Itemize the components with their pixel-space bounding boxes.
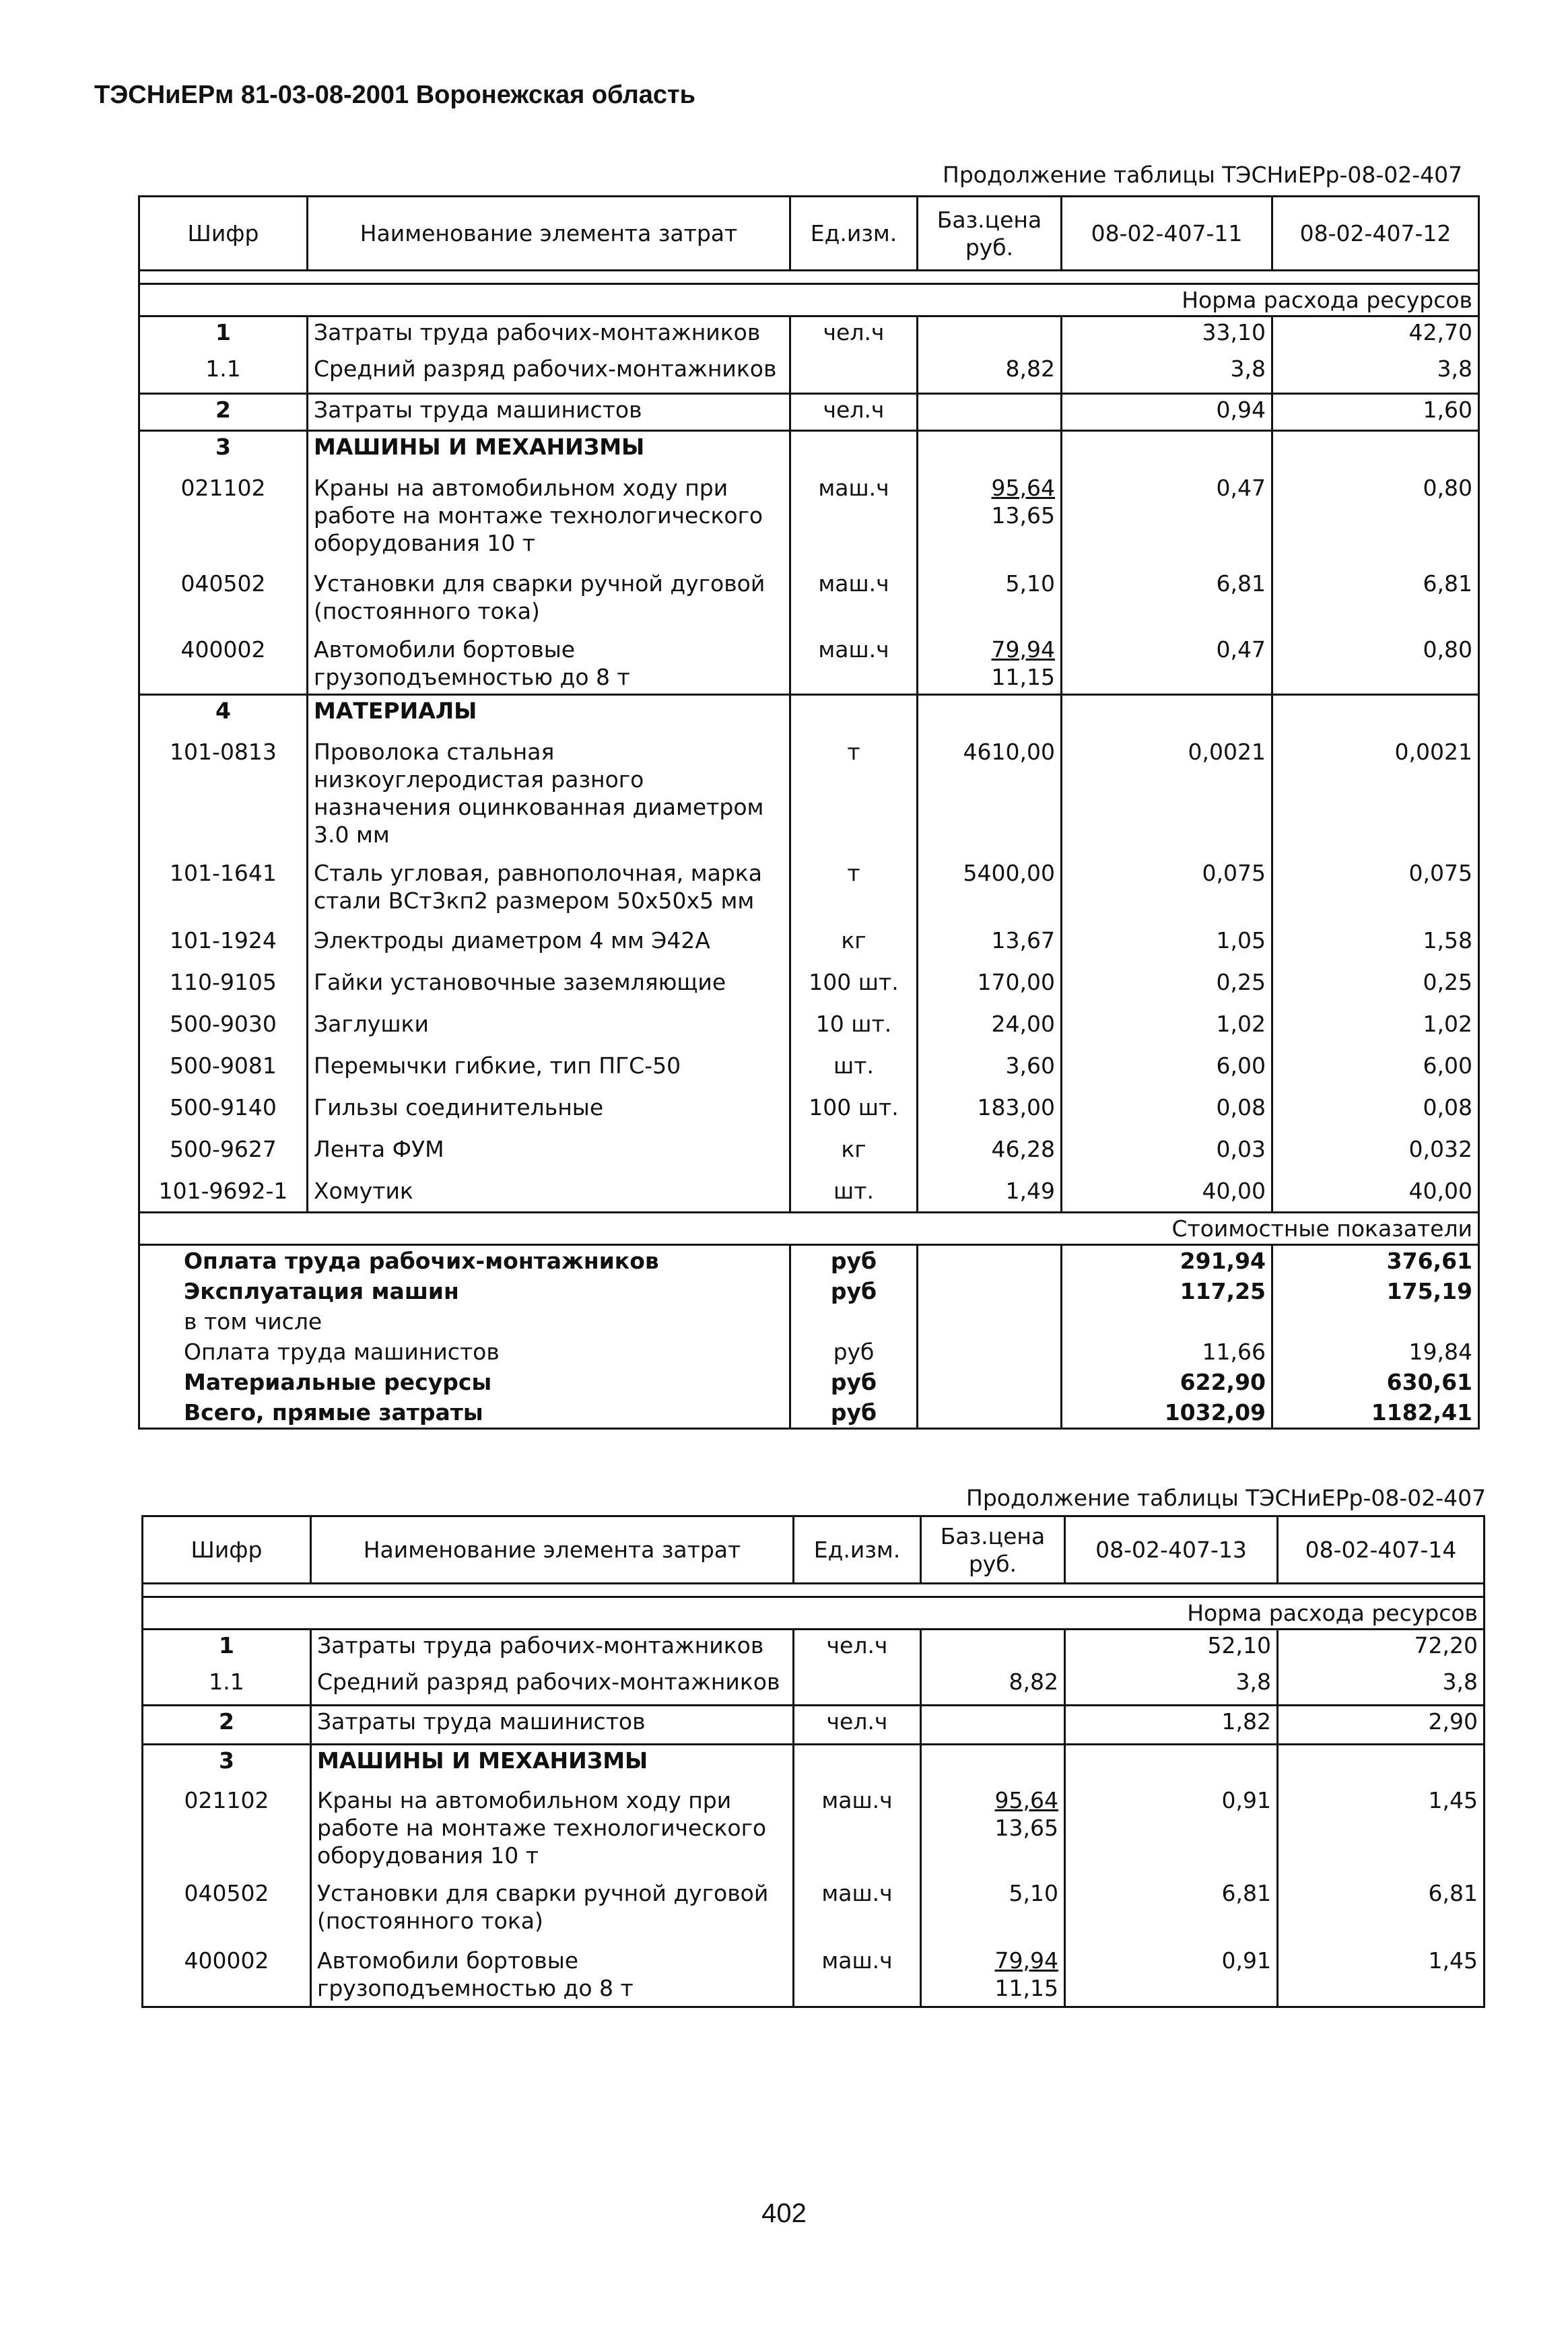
summary-price: [918, 1245, 1062, 1277]
summary-price: [918, 1337, 1062, 1367]
table-row: [139, 473, 1479, 568]
row-price: [921, 1706, 1065, 1745]
table-row: [139, 967, 1479, 1009]
row-price: [918, 634, 1062, 695]
row-price: [921, 1945, 1065, 2007]
table1-cost-band: [139, 1213, 1479, 1245]
row-value-a: 0,94: [1062, 394, 1272, 431]
row-unit: чел.ч: [790, 316, 918, 354]
row-unit: [790, 695, 918, 737]
row-unit: кг: [790, 925, 918, 967]
row-unit: 100 шт.: [790, 1092, 918, 1134]
header-col-b: 08-02-407-12: [1272, 197, 1479, 271]
price-value: 1,49: [1005, 1177, 1055, 1204]
table-row: [139, 431, 1479, 473]
price-value: 95,64: [991, 474, 1055, 501]
row-value-a: 0,25: [1062, 967, 1272, 1009]
summary-value-a: 1032,09: [1062, 1397, 1272, 1429]
row-name: Краны на автомобильном ходу при работе на монтаже технологического оборудования 10 т: [311, 1785, 794, 1878]
summary-label: Оплата труда машинистов: [139, 1337, 790, 1367]
summary-value-b: 175,19: [1272, 1276, 1479, 1306]
row-code: 101-1641: [139, 858, 308, 925]
price-value: 13,67: [991, 927, 1055, 953]
table-row: [139, 1092, 1479, 1134]
row-value-b: 6,81: [1272, 568, 1479, 634]
row-name: Затраты труда рабочих-монтажников: [308, 316, 790, 354]
table1-norm-band: [139, 284, 1479, 316]
summary-label: Материальные ресурсы: [139, 1367, 790, 1397]
row-value-a: [1062, 695, 1272, 737]
row-unit: 100 шт.: [790, 967, 918, 1009]
row-unit: т: [790, 737, 918, 858]
row-unit: [794, 1745, 921, 1785]
row-unit: маш.ч: [794, 1945, 921, 2007]
table2-norm-band: [143, 1597, 1485, 1630]
table1: [138, 195, 1480, 1430]
summary-value-a: 291,94: [1062, 1245, 1272, 1277]
row-name: Гайки установочные заземляющие: [308, 967, 790, 1009]
price-value: 5400,00: [963, 859, 1055, 886]
row-code: 500-9030: [139, 1009, 308, 1050]
header-code: Шифр: [139, 197, 308, 271]
table-row: [139, 354, 1479, 394]
row-price: [918, 1092, 1062, 1134]
summary-value-b: 630,61: [1272, 1367, 1479, 1397]
row-value-b: 40,00: [1272, 1176, 1479, 1213]
price-value: 5,10: [1005, 570, 1055, 597]
summary-row: [139, 1306, 1479, 1337]
row-unit: шт.: [790, 1050, 918, 1092]
summary-price: [918, 1397, 1062, 1429]
table-row: [139, 568, 1479, 634]
row-code: 3: [139, 431, 308, 473]
table1-body: [139, 316, 1479, 1213]
summary-label: Оплата труда рабочих-монтажников: [139, 1245, 790, 1277]
table-row: [139, 634, 1479, 695]
table2-body: [143, 1630, 1485, 2007]
row-value-b: 1,58: [1272, 925, 1479, 967]
row-name: Средний разряд рабочих-монтажников: [308, 354, 790, 394]
row-price: [918, 354, 1062, 394]
row-code: 2: [143, 1706, 311, 1745]
summary-row: [139, 1337, 1479, 1367]
table2-header-row: [143, 1516, 1485, 1584]
row-code: 101-0813: [139, 737, 308, 858]
summary-value-b: 19,84: [1272, 1337, 1479, 1367]
row-unit: т: [790, 858, 918, 925]
price-value: 8,82: [1009, 1668, 1058, 1695]
summary-value-b: 1182,41: [1272, 1397, 1479, 1429]
header-col-b: 08-02-407-14: [1278, 1516, 1485, 1584]
table2: [141, 1515, 1485, 2008]
row-value-a: 0,0021: [1062, 737, 1272, 858]
row-unit: шт.: [790, 1176, 918, 1213]
summary-value-a: 622,90: [1062, 1367, 1272, 1397]
row-unit: чел.ч: [794, 1630, 921, 1667]
row-code: 1.1: [143, 1667, 311, 1706]
row-value-a: 40,00: [1062, 1176, 1272, 1213]
row-value-a: 52,10: [1065, 1630, 1278, 1667]
row-price: [921, 1745, 1065, 1785]
row-name: Затраты труда машинистов: [308, 394, 790, 431]
price-value: 24,00: [991, 1010, 1055, 1037]
row-price: [918, 1134, 1062, 1176]
summary-unit: руб: [790, 1245, 918, 1277]
row-price: [918, 1050, 1062, 1092]
price-value: 79,94: [991, 636, 1055, 663]
row-value-b: 0,25: [1272, 967, 1479, 1009]
row-name: Краны на автомобильном ходу при работе на монтаже технологического оборудования 10 т: [308, 473, 790, 568]
table-row: [143, 1706, 1485, 1745]
row-unit: чел.ч: [794, 1706, 921, 1745]
row-value-a: 3,8: [1062, 354, 1272, 394]
row-code: 400002: [143, 1945, 311, 2007]
row-name: Автомобили бортовые грузоподъемностью до 8 т: [308, 634, 790, 695]
row-value-b: [1278, 1745, 1485, 1785]
table1-header-row: [139, 197, 1479, 271]
row-value-b: 2,90: [1278, 1706, 1485, 1745]
header-col-a: 08-02-407-11: [1062, 197, 1272, 271]
row-price: [921, 1667, 1065, 1706]
table2-caption: Продолжение таблицы ТЭСНиЕРр-08-02-407: [966, 1485, 1487, 1511]
price-value: 79,94: [994, 1947, 1058, 1974]
row-value-b: 3,8: [1272, 354, 1479, 394]
row-unit: маш.ч: [790, 634, 918, 695]
row-value-a: 0,08: [1062, 1092, 1272, 1134]
row-value-b: 72,20: [1278, 1630, 1485, 1667]
row-code: 021102: [143, 1785, 311, 1878]
row-value-a: 33,10: [1062, 316, 1272, 354]
summary-unit: руб: [790, 1397, 918, 1429]
row-value-b: 1,02: [1272, 1009, 1479, 1050]
norm-label: Норма расхода ресурсов: [143, 1597, 1485, 1630]
page-number: 402: [761, 2199, 807, 2228]
row-price: [918, 394, 1062, 431]
row-value-a: 0,91: [1065, 1945, 1278, 2007]
table-row: [139, 925, 1479, 967]
row-value-a: 1,82: [1065, 1706, 1278, 1745]
row-code: 040502: [143, 1878, 311, 1945]
row-code: 4: [139, 695, 308, 737]
row-value-b: 42,70: [1272, 316, 1479, 354]
row-unit: [790, 354, 918, 394]
header-price: Баз.цена руб.: [921, 1516, 1065, 1584]
row-price: [918, 473, 1062, 568]
price-value: 8,82: [1005, 355, 1055, 382]
row-code: 040502: [139, 568, 308, 634]
price-value: 46,28: [991, 1135, 1055, 1162]
row-name: Установки для сварки ручной дуговой (постоянного тока): [308, 568, 790, 634]
row-code: 1: [143, 1630, 311, 1667]
row-value-b: [1272, 431, 1479, 473]
price-value: 95,64: [994, 1786, 1058, 1813]
row-code: 500-9627: [139, 1134, 308, 1176]
header-unit: Ед.изм.: [794, 1516, 921, 1584]
summary-label: Всего, прямые затраты: [139, 1397, 790, 1429]
summary-unit: руб: [790, 1276, 918, 1306]
row-name: Электроды диаметром 4 мм Э42А: [308, 925, 790, 967]
row-value-b: 0,075: [1272, 858, 1479, 925]
row-value-b: 0,0021: [1272, 737, 1479, 858]
row-code: 2: [139, 394, 308, 431]
row-code: 3: [143, 1745, 311, 1785]
summary-value-a: 117,25: [1062, 1276, 1272, 1306]
row-unit: маш.ч: [794, 1785, 921, 1878]
table-row: [139, 1050, 1479, 1092]
price-secondary: 11,15: [991, 663, 1055, 690]
table-row: [143, 1667, 1485, 1706]
row-unit: кг: [790, 1134, 918, 1176]
summary-row: [139, 1276, 1479, 1306]
row-name: МАШИНЫ И МЕХАНИЗМЫ: [308, 431, 790, 473]
row-price: [918, 1009, 1062, 1050]
header-col-a: 08-02-407-13: [1065, 1516, 1278, 1584]
price-value: 4610,00: [963, 738, 1055, 765]
norm-label: Норма расхода ресурсов: [139, 284, 1479, 316]
row-name: Хомутик: [308, 1176, 790, 1213]
row-value-a: 0,03: [1062, 1134, 1272, 1176]
row-name: Затраты труда машинистов: [311, 1706, 794, 1745]
row-code: 500-9140: [139, 1092, 308, 1134]
row-value-b: 1,45: [1278, 1785, 1485, 1878]
header-unit: Ед.изм.: [790, 197, 918, 271]
row-price: [918, 1176, 1062, 1213]
row-value-b: 6,81: [1278, 1878, 1485, 1945]
summary-value-b: 376,61: [1272, 1245, 1479, 1277]
row-price: [921, 1878, 1065, 1945]
row-value-a: 1,05: [1062, 925, 1272, 967]
table-row: [143, 1945, 1485, 2007]
summary-price: [918, 1276, 1062, 1306]
row-value-a: [1065, 1745, 1278, 1785]
row-value-a: 1,02: [1062, 1009, 1272, 1050]
row-unit: 10 шт.: [790, 1009, 918, 1050]
price-value: 170,00: [977, 968, 1055, 995]
row-value-b: 0,08: [1272, 1092, 1479, 1134]
row-code: 101-1924: [139, 925, 308, 967]
row-unit: маш.ч: [790, 473, 918, 568]
table-row: [139, 695, 1479, 737]
row-value-a: 0,47: [1062, 473, 1272, 568]
row-price: [918, 737, 1062, 858]
row-value-a: 0,075: [1062, 858, 1272, 925]
table-row: [139, 316, 1479, 354]
row-value-b: 0,80: [1272, 634, 1479, 695]
row-value-a: 6,81: [1062, 568, 1272, 634]
row-value-a: [1062, 431, 1272, 473]
row-name: МАШИНЫ И МЕХАНИЗМЫ: [311, 1745, 794, 1785]
summary-unit: [790, 1306, 918, 1337]
header-name: Наименование элемента затрат: [308, 197, 790, 271]
row-name: Проволока стальная низкоуглеродистая разного назначения оцинкованная диаметром 3.0 мм: [308, 737, 790, 858]
row-price: [918, 431, 1062, 473]
row-name: Средний разряд рабочих-монтажников: [311, 1667, 794, 1706]
summary-price: [918, 1306, 1062, 1337]
summary-value-b: [1272, 1306, 1479, 1337]
row-name: Гильзы соединительные: [308, 1092, 790, 1134]
row-unit: [790, 431, 918, 473]
row-value-b: 0,80: [1272, 473, 1479, 568]
summary-unit: руб: [790, 1367, 918, 1397]
summary-unit: руб: [790, 1337, 918, 1367]
header-code: Шифр: [143, 1516, 311, 1584]
row-name: Лента ФУМ: [308, 1134, 790, 1176]
row-unit: чел.ч: [790, 394, 918, 431]
row-value-b: 0,032: [1272, 1134, 1479, 1176]
row-value-b: 6,00: [1272, 1050, 1479, 1092]
row-unit: маш.ч: [794, 1878, 921, 1945]
price-value: 183,00: [977, 1094, 1055, 1120]
row-name: Перемычки гибкие, тип ПГС-50: [308, 1050, 790, 1092]
row-value-a: 0,91: [1065, 1785, 1278, 1878]
summary-row: [139, 1397, 1479, 1429]
row-value-b: [1272, 695, 1479, 737]
summary-label: Эксплуатация машин: [139, 1276, 790, 1306]
row-code: 1: [139, 316, 308, 354]
price-secondary: 13,65: [991, 502, 1055, 529]
table-row: [139, 737, 1479, 858]
row-value-a: 3,8: [1065, 1667, 1278, 1706]
row-value-a: 6,00: [1062, 1050, 1272, 1092]
price-secondary: 13,65: [994, 1814, 1058, 1841]
price-secondary: 11,15: [994, 1974, 1058, 2001]
summary-row: [139, 1245, 1479, 1277]
summary-value-a: [1062, 1306, 1272, 1337]
row-code: 110-9105: [139, 967, 308, 1009]
row-value-b: 1,60: [1272, 394, 1479, 431]
header-price: Баз.цена руб.: [918, 197, 1062, 271]
price-value: 3,60: [1005, 1052, 1055, 1079]
row-name: Заглушки: [308, 1009, 790, 1050]
row-value-b: 3,8: [1278, 1667, 1485, 1706]
table-row: [143, 1630, 1485, 1667]
row-price: [918, 858, 1062, 925]
row-name: Затраты труда рабочих-монтажников: [311, 1630, 794, 1667]
row-unit: [794, 1667, 921, 1706]
summary-row: [139, 1367, 1479, 1397]
row-value-a: 6,81: [1065, 1878, 1278, 1945]
table-row: [143, 1745, 1485, 1785]
table1-caption: Продолжение таблицы ТЭСНиЕРр-08-02-407: [943, 162, 1463, 188]
summary-label: в том числе: [139, 1306, 790, 1337]
table-row: [139, 1176, 1479, 1213]
table-row: [139, 858, 1479, 925]
price-value: 5,10: [1009, 1879, 1058, 1906]
table-row: [143, 1785, 1485, 1878]
table-row: [143, 1878, 1485, 1945]
row-code: 400002: [139, 634, 308, 695]
row-price: [918, 316, 1062, 354]
table1-summary: [139, 1245, 1479, 1429]
row-value-b: 1,45: [1278, 1945, 1485, 2007]
summary-price: [918, 1367, 1062, 1397]
document-title: ТЭСНиЕРм 81-03-08-2001 Воронежская область: [94, 81, 695, 109]
row-code: 101-9692-1: [139, 1176, 308, 1213]
row-name: Установки для сварки ручной дуговой (постоянного тока): [311, 1878, 794, 1945]
row-name: МАТЕРИАЛЫ: [308, 695, 790, 737]
cost-label: Стоимостные показатели: [139, 1213, 1479, 1245]
table-row: [139, 394, 1479, 431]
row-price: [921, 1630, 1065, 1667]
header-name: Наименование элемента затрат: [311, 1516, 794, 1584]
row-code: 021102: [139, 473, 308, 568]
row-name: Сталь угловая, равнополочная, марка стали ВСт3кп2 размером 50х50х5 мм: [308, 858, 790, 925]
row-name: Автомобили бортовые грузоподъемностью до 8 т: [311, 1945, 794, 2007]
row-code: 500-9081: [139, 1050, 308, 1092]
table-row: [139, 1134, 1479, 1176]
row-price: [918, 967, 1062, 1009]
row-unit: маш.ч: [790, 568, 918, 634]
table-row: [139, 1009, 1479, 1050]
summary-value-a: 11,66: [1062, 1337, 1272, 1367]
row-code: 1.1: [139, 354, 308, 394]
row-value-a: 0,47: [1062, 634, 1272, 695]
row-price: [918, 568, 1062, 634]
row-price: [921, 1785, 1065, 1878]
row-price: [918, 695, 1062, 737]
row-price: [918, 925, 1062, 967]
